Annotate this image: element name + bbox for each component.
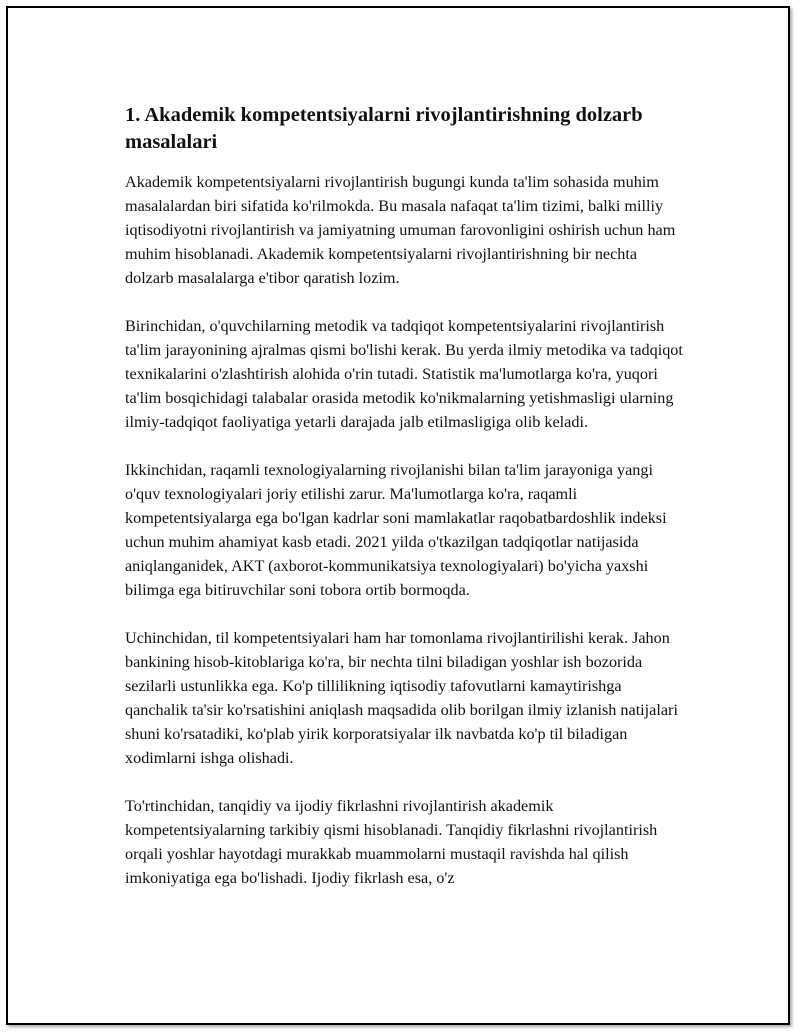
paragraph-first-point: Birinchidan, o'quvchilarning metodik va tadqiqot kompetentsiyalarini rivojlantirish ta'lim jarayonining ajralmas qismi bo'lishi kerak. Bu yerda ilmiy metodika va tadqiqot texnikalarini o'zlashtirish alohida o'rin tutadi. Statistik ma'lumotlarga ko'ra, yuqori ta'lim bosqichidagi talabalar orasida metodik ko'nikmalarning yetishmasligi ularning ilmiy-tadqiqot faoliyatiga yetarli darajada jalb etilmasligiga olib keladi. xyxy=(125,317,683,431)
document-page xyxy=(6,6,790,1025)
paragraph-fourth-point: To'rtinchidan, tanqidiy va ijodiy fikrlashni rivojlantirish akademik kompetentsiyalarning tarkibiy qismi hisoblanadi. Tanqidiy fikrlashni rivojlantirish orqali yoshlar hayotdagi murakkab muammolarni mustaqil ravishda hal qilish imkoniyatiga ega bo'lishadi. Ijodiy fikrlash esa, o'z xyxy=(125,797,658,887)
paragraph-second-point: Ikkinchidan, raqamli texnologiyalarning rivojlanishi bilan ta'lim jarayoniga yangi o'quv texnologiyalari joriy etilishi zarur. Ma'lumotlarga ko'ra, raqamli kompetentsiyalarga ega bo'lgan kadrlar soni mamlakatlar raqobatbardoshlik indeksi uchun muhim ahamiyat kasb etadi. 2021 yilda o'tkazilgan tadqiqotlar natijasida aniqlanganidek, AKT (axborot-kommunikatsiya texnologiyalari) bo'yicha yaxshi bilimga ega bitiruvchilar soni tobora ortib bormoqda. xyxy=(125,461,667,599)
paragraph-third-point: Uchinchidan, til kompetentsiyalari ham har tomonlama rivojlantirilishi kerak. Jahon bankining hisob-kitoblariga ko'ra, bir nechta tilni biladigan yoshlar ish bozorida sezilarli ustunlikka ega. Ko'p tillilikning iqtisodiy tafovutlarni kamaytirishga qanchalik ta'sir ko'rsatishini aniqlash maqsadida olib borilgan ilmiy izlanish natijalari shuni ko'rsatadiki, ko'plab yirik korporatsiyalar ilk navbatda ko'p til biladigan xodimlarni ishga olishadi. xyxy=(125,629,678,767)
paragraph-intro: Akademik kompetentsiyalarni rivojlantirish bugungi kunda ta'lim sohasida muhim masalalardan biri sifatida ko'rilmokda. Bu masala nafaqat ta'lim tizimi, balki milliy iqtisodiyotni rivojlantirish va jamiyatning umuman farovonligini oshirish uchun ham muhim hisoblanadi. Akademik kompetentsiyalarni rivojlantirishning bir nechta dolzarb masalalarga e'tibor qaratish lozim. xyxy=(125,173,676,287)
document-content xyxy=(125,102,685,914)
section-heading: 1. Akademik kompetentsiyalarni rivojlantirishning dolzarb masalalari xyxy=(125,104,643,153)
